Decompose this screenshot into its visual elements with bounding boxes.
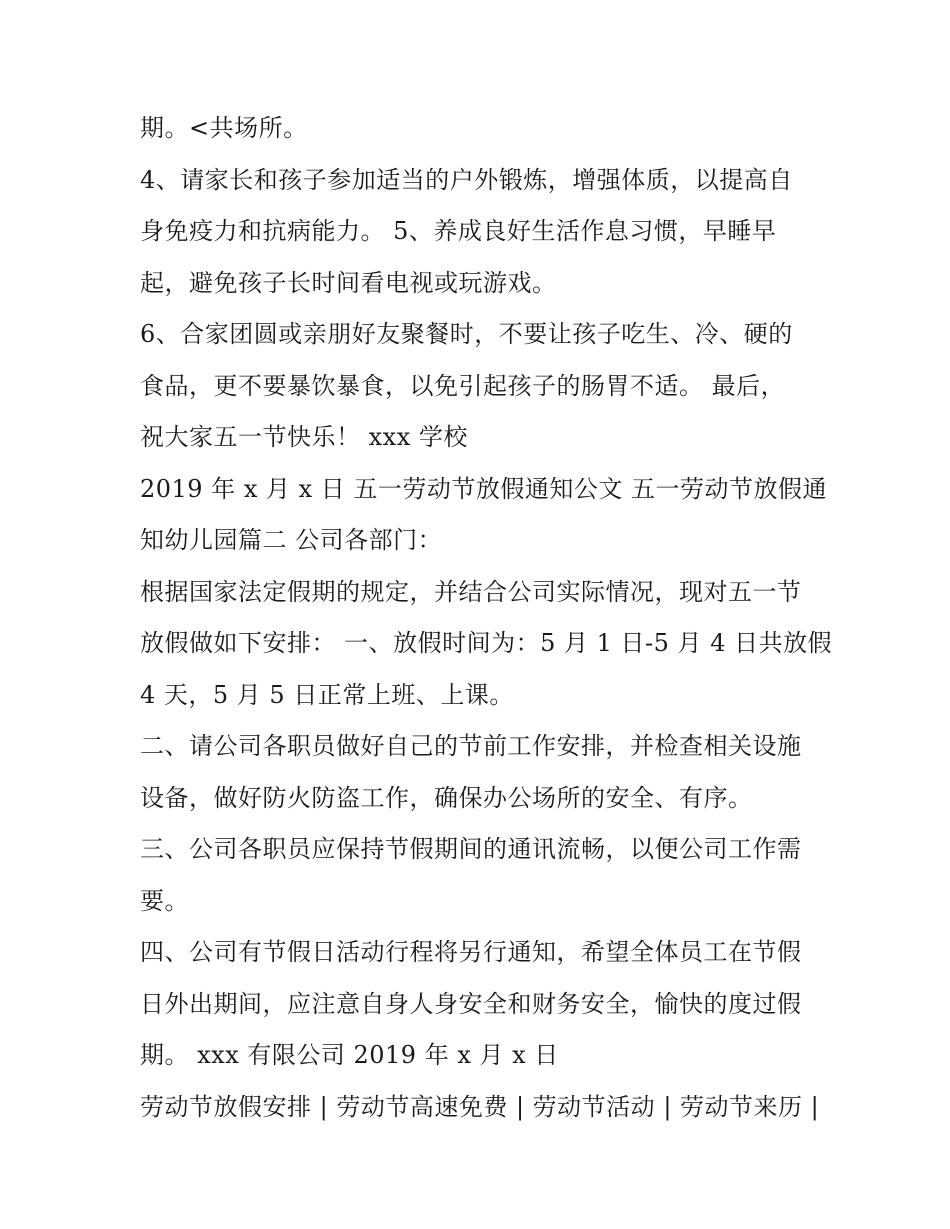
text-line: 4 天，5 月 5 日正常上班、上课。 <box>140 680 514 709</box>
text-line: 祝大家五一节快乐！ xxx 学校 <box>140 423 468 451</box>
text-line: 2019 年 x 月 x 日 五一劳动节放假通知公文 五一劳动节放假通 <box>140 474 828 503</box>
text-line: 起，避免孩子长时间看电视或玩游戏。 <box>140 268 557 297</box>
text-line: 放假做如下安排： 一、放假时间为：5 月 1 日-5 月 4 日共放假 <box>140 629 833 657</box>
text-line: 食品，更不要暴饮暴食，以免引起孩子的肠胃不适。 最后， <box>140 371 786 400</box>
text-line: 要。 <box>140 886 189 915</box>
text-line: 四、公司有节假日活动行程将另行通知，希望全体员工在节假 <box>140 938 802 966</box>
text-line: 日外出期间，应注意自身人身安全和财务安全，愉快的度过假 <box>140 989 802 1018</box>
document-body <box>140 103 833 1133</box>
text-line: 4、请家长和孩子参加适当的户外锻炼，增强体质，以提高自 <box>140 165 793 194</box>
text-line: 知幼儿园篇二 公司各部门： <box>140 526 443 554</box>
text-line: 期。<共场所。 <box>140 114 308 142</box>
related-links-line: 劳动节放假安排 | 劳动节高速免费 | 劳动节活动 | 劳动节来历 | <box>140 1092 820 1121</box>
text-line: 6、合家团圆或亲朋好友聚餐时，不要让孩子吃生、冷、硬的 <box>140 320 793 348</box>
text-line: 三、公司各职员应保持节假期间的通讯流畅，以便公司工作需 <box>140 835 802 863</box>
text-line: 设备，做好防火防盗工作，确保办公场所的安全、有序。 <box>140 783 753 812</box>
text-line: 身免疫力和抗病能力。 5、养成良好生活作息习惯，早睡早 <box>140 217 777 245</box>
text-line: 根据国家法定假期的规定，并结合公司实际情况，现对五一节 <box>140 577 802 606</box>
text-line: 二、请公司各职员做好自己的节前工作安排，并检查相关设施 <box>140 732 802 760</box>
text-line: 期。 xxx 有限公司 2019 年 x 月 x 日 <box>140 1041 559 1069</box>
